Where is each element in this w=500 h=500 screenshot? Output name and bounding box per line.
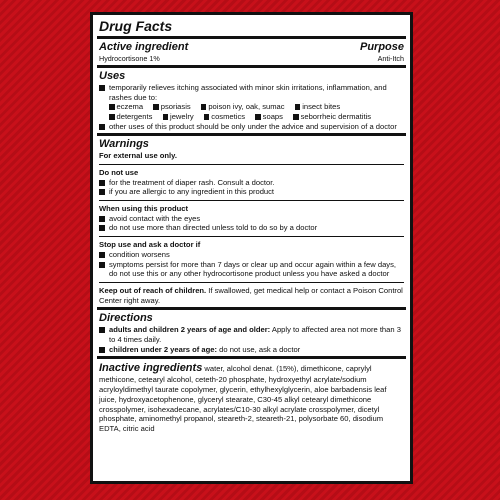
- adult-instructions: Apply to affected area not more than 3 to 4 times daily.: [109, 325, 401, 344]
- divider: [97, 356, 406, 359]
- uses-intro-item: [99, 83, 404, 102]
- keep-out-bold: Keep out of reach of children.: [99, 286, 207, 296]
- directions-child-item: [99, 345, 404, 355]
- drug-facts-title: Drug Facts: [99, 18, 173, 34]
- bullet-icon: [109, 104, 115, 110]
- uses-intro-text: temporarily relieves itching associated with minor skin irritations, inflammation, and rashes due to:: [109, 82, 387, 102]
- divider: [97, 65, 406, 68]
- use-label: poison ivy, oak, sumac: [208, 102, 285, 112]
- use-label: insect bites: [302, 102, 341, 112]
- use-label: psoriasis: [160, 102, 191, 112]
- stop-use-text: condition worsens: [109, 249, 170, 259]
- external-use-text: For external use only.: [99, 151, 177, 161]
- bullet-icon: [163, 114, 169, 120]
- use-label: cosmetics: [211, 112, 246, 122]
- bullet-icon: [153, 104, 159, 110]
- bullet-icon: [99, 180, 105, 186]
- use-label: detergents: [116, 112, 153, 122]
- keep-out-rest: If swallowed, get medical help or contact a Poison Control Center right away.: [99, 286, 403, 305]
- bullet-icon: [99, 225, 105, 231]
- warnings-heading: Warnings: [99, 138, 149, 151]
- keep-out-of-reach-text: [99, 286, 404, 305]
- uses-other-text: other uses of this product should be only under the advice and supervision of a doctor: [109, 121, 397, 131]
- when-using-text: do not use more than directed unless told to do so by a doctor: [109, 223, 318, 233]
- adult-label: adults and children 2 years of age and older:: [109, 325, 271, 335]
- stop-use-heading: Stop use and ask a doctor if: [99, 240, 201, 250]
- bullet-icon: [99, 262, 105, 268]
- use-chip: [204, 112, 245, 121]
- use-chip: [255, 112, 283, 121]
- bullet-icon: [99, 189, 105, 195]
- stop-use-item: [99, 260, 404, 279]
- do-not-use-text: if you are allergic to any ingredient in this product: [109, 187, 275, 197]
- directions-heading: Directions: [99, 312, 153, 325]
- bullet-icon: [99, 347, 105, 353]
- uses-other-item: [99, 122, 404, 132]
- use-chip: [295, 102, 341, 111]
- stop-use-text: symptoms persist for more than 7 days or clear up and occur again within a few days, do not use this or any other hydrocortisone product unless you have asked a doctor: [109, 259, 397, 279]
- bullet-icon: [99, 85, 105, 91]
- child-instructions: do not use, ask a doctor: [217, 344, 301, 354]
- do-not-use-item: [99, 187, 404, 197]
- do-not-use-heading: Do not use: [99, 167, 139, 177]
- uses-conditions-row2: [99, 112, 404, 122]
- divider: [99, 236, 404, 237]
- when-using-text: avoid contact with the eyes: [109, 213, 201, 223]
- bullet-icon: [99, 124, 105, 130]
- active-ingredient-value: Hydrocortisone 1%: [99, 54, 160, 64]
- inactive-ingredients-list: water, alcohol denat. (15%), dimethicone, caprylyl methicone, cetearyl alcohol, ceteth-20 phosphate, hydroxyethyl acrylate/sodium acryloyldimethyl taurate copolymer, glycerin, ethylhexylglycerin, aloe barbadensis leaf juice, hydroxyacetophenone, glyceryl stearate, C30-45 alkyl cetearyl dimethicone crosspolymer, isohexadecane, acrylates/C10-30 alkyl acrylate crosspolymer, dicetyl phosphate, aminomethyl propanol, steareth-2, steareth-21, polysorbate 60, disodium EDTA, citric acid: [99, 364, 387, 433]
- use-chip: [153, 102, 190, 111]
- use-label: jewelry: [170, 112, 194, 122]
- purpose-heading: Purpose: [359, 41, 404, 54]
- when-using-item: [99, 214, 404, 224]
- bullet-icon: [293, 114, 299, 120]
- use-chip: [163, 112, 194, 121]
- child-label: children under 2 years of age:: [109, 344, 218, 354]
- divider: [97, 307, 406, 310]
- divider: [99, 164, 404, 165]
- bullet-icon: [201, 104, 207, 110]
- divider: [97, 36, 406, 39]
- drug-facts-panel: [90, 12, 413, 484]
- bullet-icon: [99, 216, 105, 222]
- bullet-icon: [99, 252, 105, 258]
- inactive-ingredients-heading: Inactive ingredients: [99, 362, 203, 375]
- bullet-icon: [255, 114, 261, 120]
- stop-use-item: [99, 250, 404, 260]
- directions-adult-text: [109, 325, 404, 344]
- do-not-use-text: for the treatment of diaper rash. Consult a doctor.: [109, 177, 275, 187]
- when-using-item: [99, 223, 404, 233]
- bullet-icon: [204, 114, 210, 120]
- active-ingredient-row: [99, 54, 404, 63]
- use-chip: [109, 112, 152, 121]
- active-ingredient-heading: Active ingredient: [99, 41, 189, 54]
- use-label: seborrheic dermatitis: [300, 112, 372, 122]
- when-using-heading: When using this product: [99, 204, 189, 213]
- inactive-ingredients-block: [99, 361, 404, 433]
- use-label: eczema: [116, 102, 144, 112]
- use-chip: [293, 112, 371, 121]
- directions-adult-item: [99, 325, 404, 344]
- use-chip: [201, 102, 285, 111]
- use-label: soaps: [262, 112, 283, 122]
- uses-conditions-row1: [99, 102, 404, 112]
- bullet-icon: [99, 327, 105, 333]
- directions-child-text: [109, 345, 300, 355]
- use-chip: [109, 102, 143, 111]
- divider: [99, 282, 404, 283]
- bullet-icon: [295, 104, 301, 110]
- active-header-row: [99, 41, 404, 54]
- uses-heading: Uses: [99, 70, 126, 83]
- purpose-value: Anti-Itch: [377, 54, 404, 64]
- divider: [99, 200, 404, 201]
- do-not-use-item: [99, 178, 404, 188]
- bullet-icon: [109, 114, 115, 120]
- divider: [97, 133, 406, 136]
